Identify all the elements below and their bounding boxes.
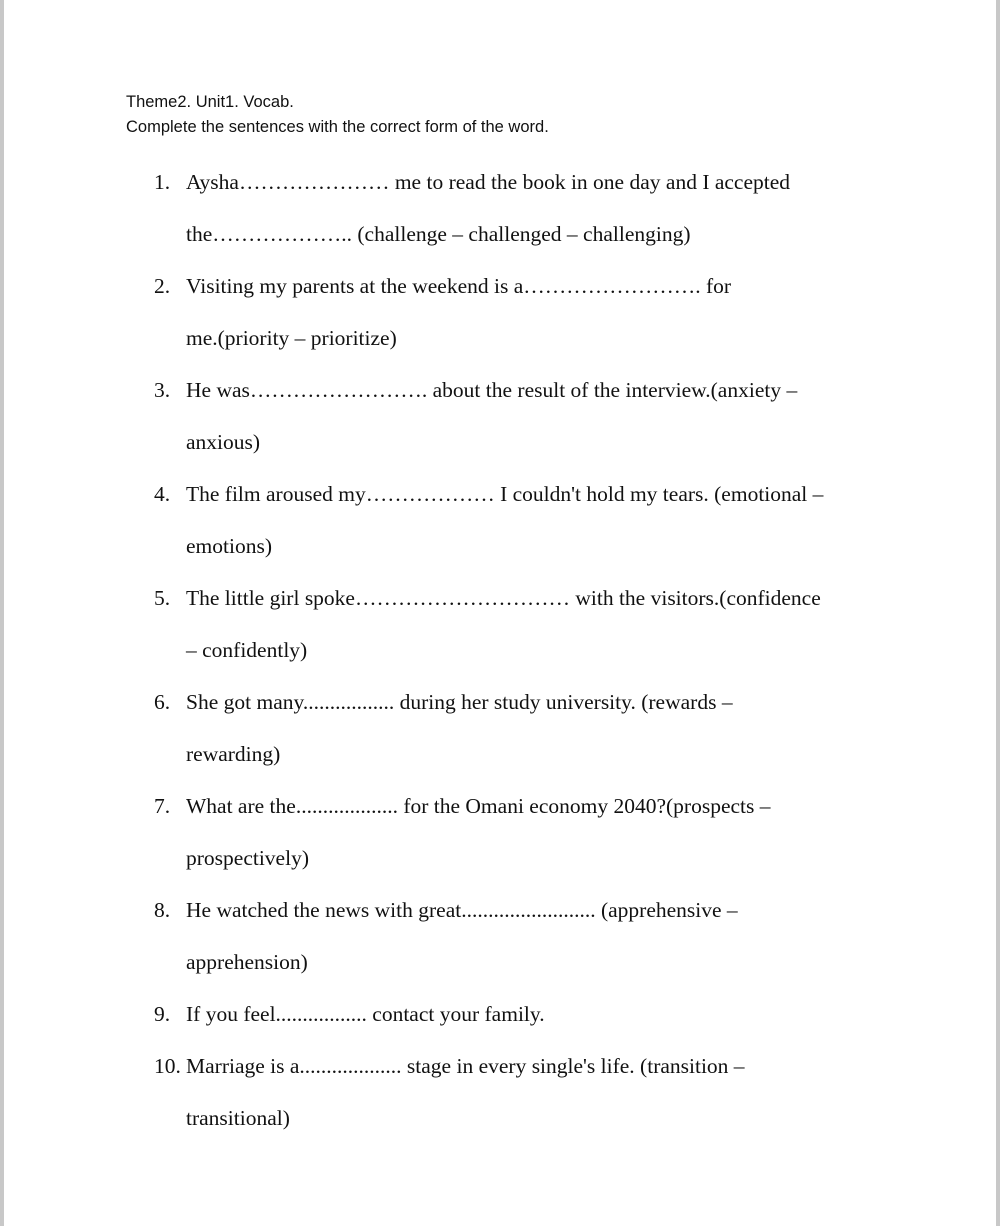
question-text-line: me.(priority – prioritize) [186,326,397,350]
worksheet-title: Theme2. Unit1. Vocab. [126,93,294,111]
question-text-line: He watched the news with great......................... (apprehensive – [186,898,738,922]
question-7 [154,780,894,884]
question-9 [154,988,894,1040]
question-text-line: emotions) [186,534,272,558]
question-text-line: The film aroused my……………… I couldn't hold my tears. (emotional – [186,482,824,506]
question-number: 5. [154,586,171,610]
question-text-line: What are the................... for the Omani economy 2040?(prospects – [186,794,771,818]
question-number: 7. [154,794,171,818]
question-text-line: Marriage is a................... stage in every single's life. (transition – [186,1054,745,1078]
question-6 [154,676,894,780]
question-list [154,156,894,1144]
question-number: 4. [154,482,171,506]
question-number: 3. [154,378,171,402]
question-5 [154,572,894,676]
worksheet-header [126,90,549,140]
question-text-line: prospectively) [186,846,309,870]
question-1 [154,156,894,260]
question-text-line: the……………….. (challenge – challenged – challenging) [186,222,691,246]
question-10 [154,1040,894,1144]
question-text-line: She got many................. during her study university. (rewards – [186,690,733,714]
question-text-line: Aysha………………… me to read the book in one day and I accepted [186,170,791,194]
worksheet-instruction: Complete the sentences with the correct form of the word. [126,118,549,136]
question-text-line: rewarding) [186,742,281,766]
question-text-line: apprehension) [186,950,308,974]
question-text-line: The little girl spoke………………………… with the visitors.(confidence [186,586,821,610]
question-text-line: Visiting my parents at the weekend is a……………………. for [186,274,732,298]
question-number: 1. [154,170,171,194]
question-3 [154,364,894,468]
question-number: 9. [154,1002,171,1026]
question-text-line: He was……………………. about the result of the interview.(anxiety – [186,378,798,402]
question-2 [154,260,894,364]
question-number: 10. [154,1054,181,1078]
question-text-line: anxious) [186,430,261,454]
question-number: 8. [154,898,171,922]
question-text-line: – confidently) [186,638,308,662]
question-8 [154,884,894,988]
question-number: 2. [154,274,171,298]
question-number: 6. [154,690,171,714]
question-4 [154,468,894,572]
question-text-line: If you feel................. contact your family. [186,1002,545,1026]
question-text-line: transitional) [186,1106,290,1130]
